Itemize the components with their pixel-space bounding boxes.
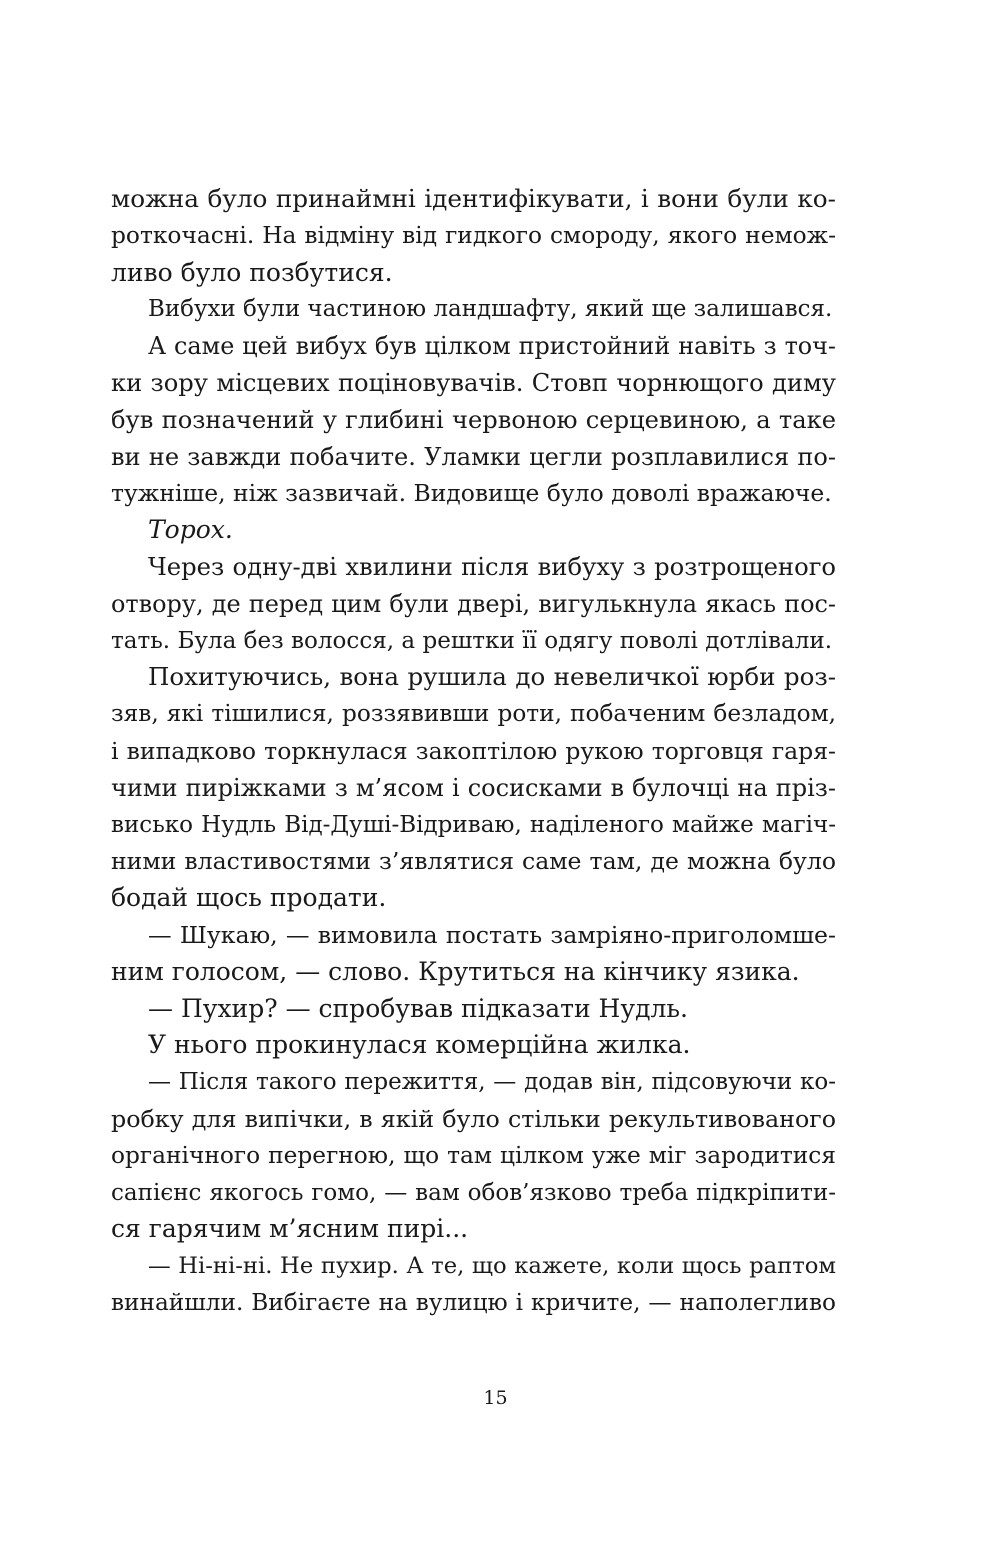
- text-line: — Пухир? — спробував підказати Нудль.: [148, 993, 688, 1023]
- text-line: — Ні-ні-ні. Не пухир. А те, що кажете, коли щось раптом: [148, 1253, 836, 1280]
- text-line: ки зору місцевих поціновувачів. Стовп чорнющого диму: [111, 368, 836, 397]
- text-line: висько Нудль Від-Душі-Відриваю, наділеного майже магіч-: [111, 811, 836, 838]
- text-line: робку для випічки, в якій було стільки рекультивованого: [111, 1104, 836, 1133]
- text-line: сапієнс якогось гомо, — вам обов’язково треба підкріпити-: [111, 1179, 836, 1206]
- text-line: зяв, які тішилися, роззявивши роти, побаченим безладом,: [111, 700, 836, 728]
- text-line: — Після такого пережиття, — додав він, підсовуючи ко-: [148, 1069, 836, 1096]
- text-line: ся гарячим м’ясним пирі...: [111, 1214, 469, 1244]
- text-line: У нього прокинулася комерційна жилка.: [148, 1030, 691, 1060]
- text-line: тужніше, ніж зазвичай. Видовище було доволі вражаюче.: [111, 479, 832, 508]
- text-line: органічного перегною, що там цілком уже міг зародитися: [111, 1141, 836, 1169]
- text-line: винайшли. Вибігаєте на вулицю і кричите, — наполегливо: [111, 1288, 836, 1316]
- text-line: ними властивостями з’являтися саме там, де можна було: [111, 847, 836, 876]
- text-line: Через одну-дві хвилини після вибуху з розтрощеного: [148, 551, 836, 581]
- text-line: бодай щось продати.: [111, 883, 387, 913]
- text-line: ви не завжди побачите. Уламки цегли розплавилися по-: [111, 442, 836, 471]
- text-line: Торох.: [148, 515, 233, 545]
- text-line: А саме цей вибух був цілком пристойний навіть з точ-: [148, 332, 836, 361]
- text-line: був позначений у глибині червоною серцевиною, а таке: [111, 405, 836, 434]
- text-line: — Шукаю, — вимовила постать замріяно-приголомше-: [148, 920, 836, 949]
- text-line: Похитуючись, вона рушила до невеличкої юрби роз-: [148, 662, 836, 692]
- text-line: отвору, де перед цим були двері, вигулькнула якась пос-: [111, 589, 836, 618]
- text-line: Вибухи були частиною ландшафту, який ще залишався.: [148, 296, 833, 323]
- text-line: чими пиріжками з м’ясом і сосисками в булочці на пріз-: [111, 773, 836, 802]
- body-text: [111, 181, 836, 1322]
- text-line: і випадково торкнулася закоптілою рукою торговця гаря-: [111, 736, 836, 765]
- text-line: ливо було позбутися.: [111, 257, 393, 287]
- text-line: роткочасні. На відміну від гидкого смороду, якого немож-: [111, 221, 836, 249]
- text-line: можна було принаймні ідентифікувати, і вони були ко-: [111, 184, 836, 213]
- text-line: ним голосом, — слово. Крутиться на кінчику язика.: [111, 956, 800, 986]
- text-line: тать. Була без волосся, а рештки її одягу поволі дотлівали.: [111, 627, 833, 654]
- page-number: 15: [483, 1387, 508, 1409]
